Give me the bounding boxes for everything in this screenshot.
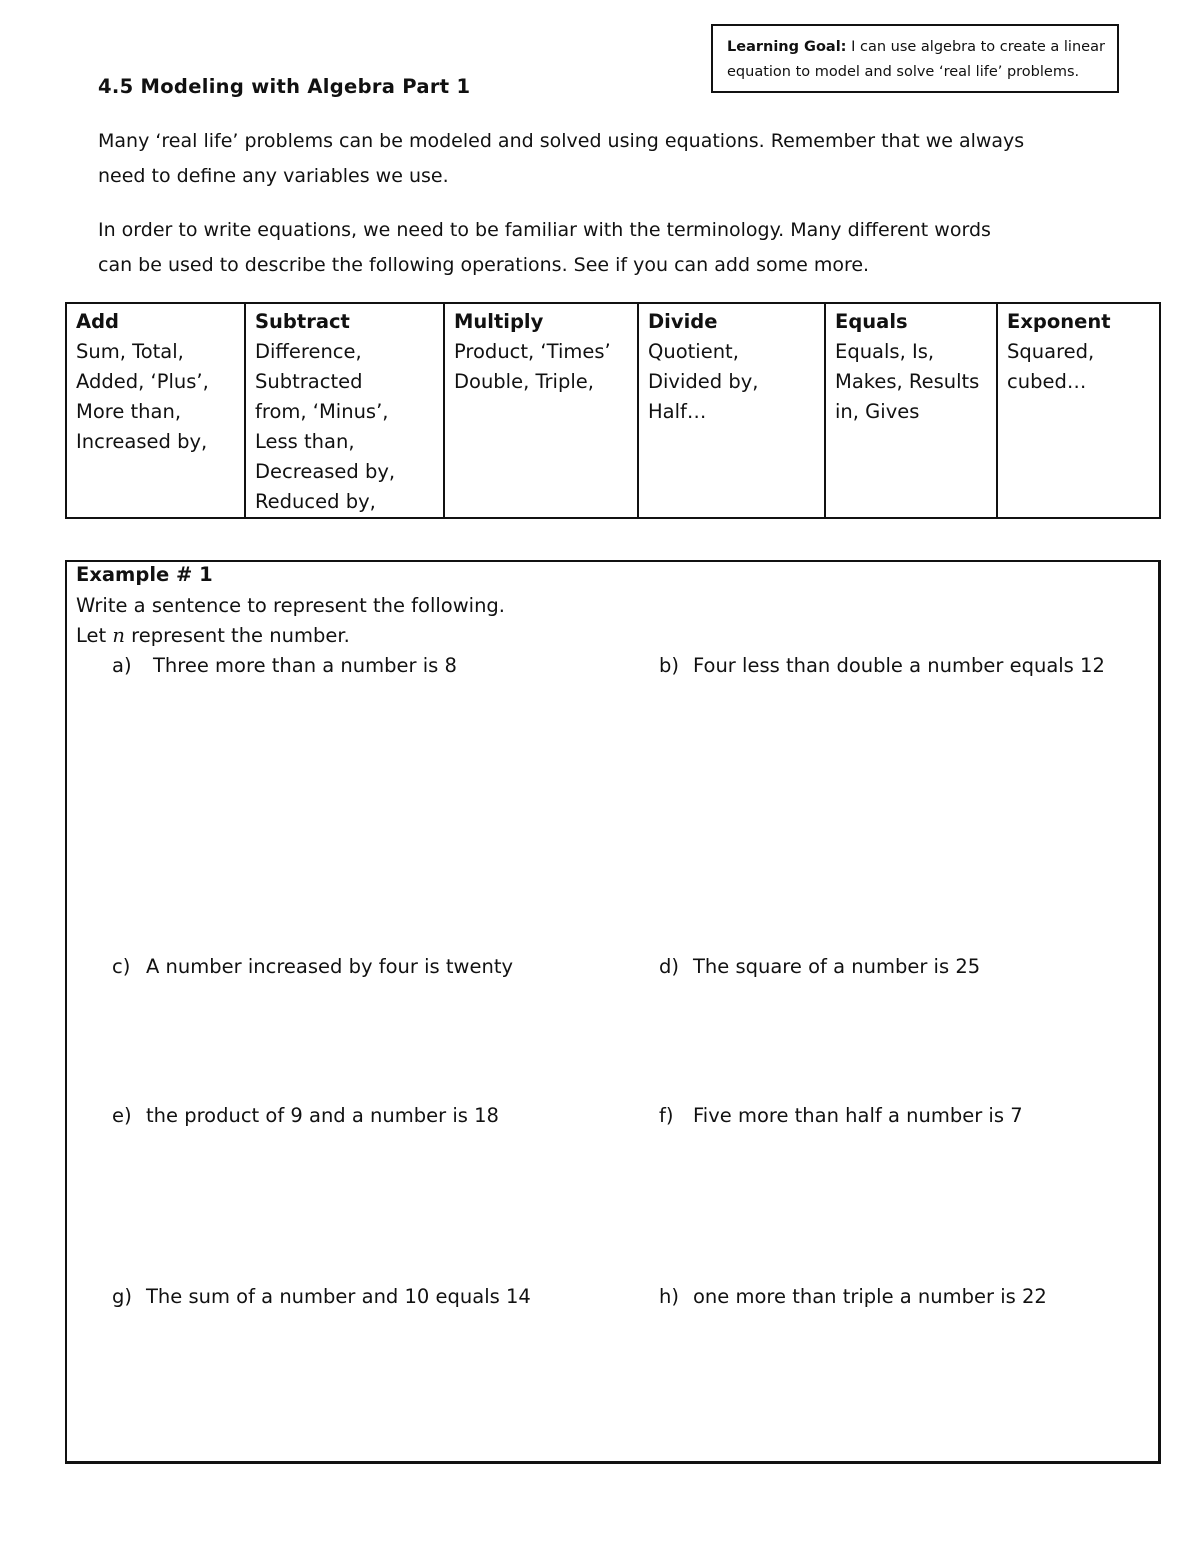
operation-cell-add (66, 303, 245, 518)
operation-cell-multiply (444, 303, 638, 518)
question-letter: g) (112, 1285, 132, 1308)
page-title: 4.5 Modeling with Algebra Part 1 (98, 75, 471, 98)
question-text: one more than triple a number is 22 (693, 1285, 1047, 1308)
question-a (112, 654, 457, 677)
question-letter: b) (659, 654, 679, 677)
operation-header-equals: Equals (835, 310, 908, 333)
operation-cell-subtract (245, 303, 444, 518)
question-text: The square of a number is 25 (693, 955, 981, 978)
let-prefix: Let (76, 624, 107, 647)
intro-paragraph-1 (98, 124, 1098, 194)
operation-word: Subtracted (255, 370, 363, 393)
operation-word: Squared, (1007, 340, 1095, 363)
example-let-line (76, 624, 350, 647)
example-instruction: Write a sentence to represent the following. (76, 594, 506, 617)
operation-word: Less than, (255, 430, 355, 453)
operation-word: Half… (648, 400, 707, 423)
question-letter: f) (659, 1104, 674, 1127)
operation-word: Reduced by, (255, 490, 376, 513)
operation-word: Sum, Total, (76, 340, 184, 363)
learning-goal-line1 (727, 35, 1105, 60)
operation-header-divide: Divide (648, 310, 718, 333)
question-text: The sum of a number and 10 equals 14 (146, 1285, 531, 1308)
intro-p1-line2: need to define any variables we use. (98, 165, 449, 187)
operation-word: Added, ‘Plus’, (76, 370, 209, 393)
operation-word: Quotient, (648, 340, 739, 363)
intro-p2-line1: In order to write equations, we need to be familiar with the terminology. Many different words (98, 219, 991, 241)
operation-header-subtract: Subtract (255, 310, 350, 333)
let-suffix: represent the number. (131, 624, 350, 647)
operation-cell-divide (638, 303, 825, 518)
question-text: Four less than double a number equals 12 (693, 654, 1105, 677)
operation-header-multiply: Multiply (454, 310, 544, 333)
question-c (112, 955, 513, 978)
operation-cell-exponent (997, 303, 1160, 518)
learning-goal-text-2: equation to model and solve ‘real life’ problems. (727, 64, 1080, 80)
operation-word: from, ‘Minus’, (255, 400, 389, 423)
example-box (65, 560, 1161, 1464)
question-h (659, 1285, 1047, 1308)
operation-word: Divided by, (648, 370, 759, 393)
operation-word: Double, Triple, (454, 370, 594, 393)
operation-word: Difference, (255, 340, 362, 363)
operation-word: Equals, Is, (835, 340, 935, 363)
learning-goal-text-1: I can use algebra to create a linear (851, 39, 1105, 55)
example-title: Example # 1 (76, 563, 213, 586)
operation-word: Increased by, (76, 430, 208, 453)
operations-table (65, 302, 1161, 519)
operation-word: cubed… (1007, 370, 1087, 393)
question-text: Five more than half a number is 7 (693, 1104, 1023, 1127)
question-letter: a) (112, 654, 132, 677)
operations-row (66, 303, 1160, 518)
learning-goal-label: Learning Goal: (727, 39, 847, 55)
question-b (659, 654, 1105, 677)
question-e (112, 1104, 499, 1127)
question-letter: d) (659, 955, 679, 978)
operation-word: More than, (76, 400, 182, 423)
intro-p2-line2: can be used to describe the following operations. See if you can add some more. (98, 254, 870, 276)
question-d (659, 955, 980, 978)
operation-word: Makes, Results (835, 370, 980, 393)
operation-word: Product, ‘Times’ (454, 340, 611, 363)
operation-word: Decreased by, (255, 460, 396, 483)
operation-header-add: Add (76, 310, 120, 333)
question-text: the product of 9 and a number is 18 (146, 1104, 499, 1127)
operation-word: in, Gives (835, 400, 920, 423)
question-letter: c) (112, 955, 131, 978)
variable-n: n (112, 624, 125, 647)
question-f (659, 1104, 1023, 1127)
question-text: Three more than a number is 8 (153, 654, 457, 677)
question-text: A number increased by four is twenty (146, 955, 514, 978)
question-g (112, 1285, 531, 1308)
learning-goal-box (711, 24, 1119, 93)
operation-cell-equals (825, 303, 997, 518)
intro-paragraph-2 (98, 213, 1098, 283)
question-letter: h) (659, 1285, 679, 1308)
operation-header-exponent: Exponent (1007, 310, 1111, 333)
question-letter: e) (112, 1104, 132, 1127)
intro-p1-line1: Many ‘real life’ problems can be modeled and solved using equations. Remember that we always (98, 130, 1025, 152)
